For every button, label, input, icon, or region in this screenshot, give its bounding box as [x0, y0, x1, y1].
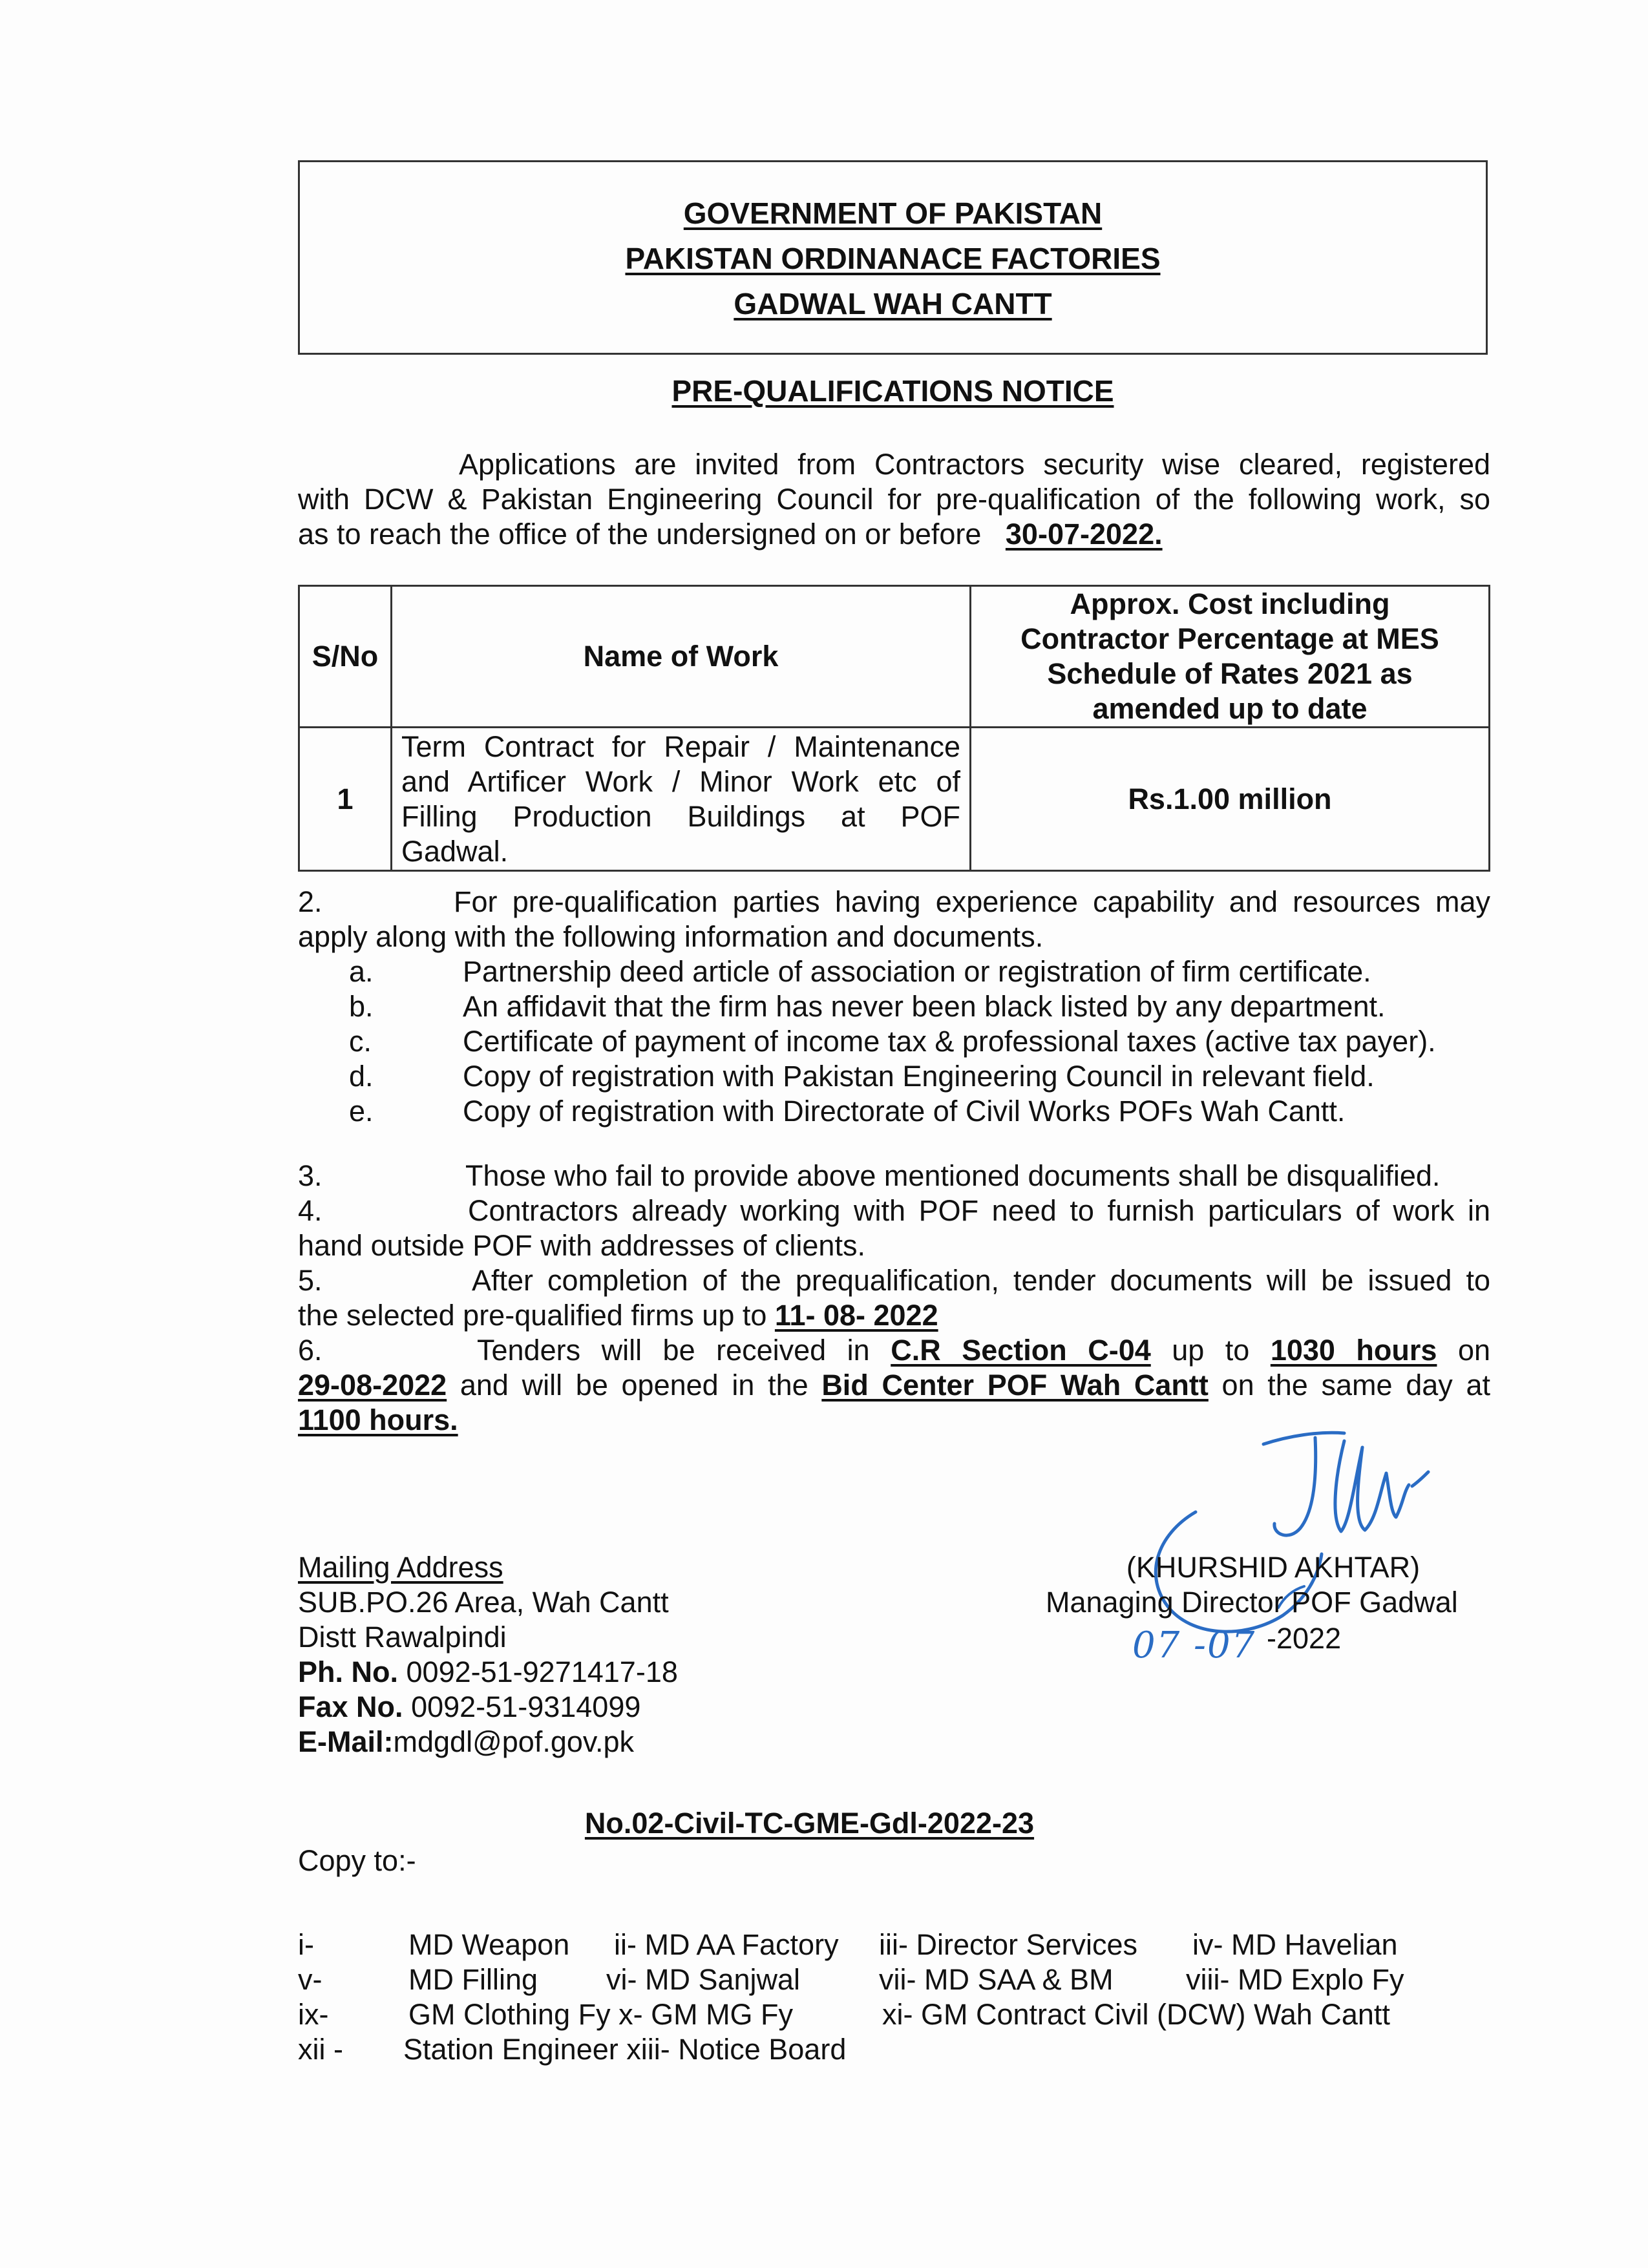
header-name-of-work: Name of Work — [392, 586, 971, 728]
copy-to-row-number: v- — [298, 1963, 322, 1996]
para-5-line-1: After completion of the prequalification, tender documents will be issued to — [472, 1264, 1490, 1297]
intro-line-3-text: as to reach the office of the undersigned on or before — [298, 518, 982, 551]
para-6-number: 6. — [298, 1334, 322, 1367]
para-6-text-c: on — [1457, 1334, 1490, 1367]
para-6-text-d: and will be opened in the — [460, 1369, 808, 1402]
copy-to-entry: MD Filling — [408, 1963, 538, 1996]
fax-number: 0092-51-9314099 — [411, 1690, 641, 1723]
para-2-line-1: For pre-qualification parties having experience capability and resources may — [454, 885, 1490, 918]
copy-to-row-number: xii - — [298, 2033, 343, 2066]
reference-number: No.02-Civil-TC-GME-Gdl-2022-23 — [584, 1807, 1035, 1840]
email-line — [298, 1725, 634, 1759]
copy-to-entry: vi- MD Sanjwal — [606, 1963, 801, 1996]
header-box — [298, 160, 1488, 355]
deadline-date: 30-07-2022. — [1005, 518, 1163, 551]
copy-to-entry: MD Weapon — [408, 1928, 570, 1961]
para-6-line-1 — [477, 1333, 1490, 1368]
row-name-of-work: Term Contract for Repair / Maintenance and Artificer Work / Minor Work etc of Filling Production Buildings at POF Gadwal. — [392, 728, 971, 871]
mailing-address-line-2: Distt Rawalpindi — [298, 1621, 507, 1654]
email-label: E-Mail: — [298, 1725, 394, 1758]
table-header-row — [299, 586, 1490, 728]
copy-to-entry: iii- Director Services — [879, 1928, 1138, 1961]
para-6-line-2 — [298, 1368, 1490, 1403]
notice-title: PRE-QUALIFICATIONS NOTICE — [671, 374, 1114, 408]
copy-to-entry: ii- MD AA Factory — [614, 1928, 839, 1961]
doc-item-text: Partnership deed article of association or registration of firm certificate. — [463, 955, 1371, 988]
tender-date: 29-08-2022 — [298, 1369, 447, 1402]
copy-to-row-number: ix- — [298, 1998, 329, 2031]
doc-item-letter: b. — [349, 990, 374, 1023]
doc-item-letter: e. — [349, 1095, 374, 1128]
document-issue-date: 11- 08- 2022 — [774, 1299, 938, 1332]
tender-receipt-section: C.R Section C-04 — [891, 1334, 1151, 1367]
para-4-line-2: hand outside POF with addresses of clients. — [298, 1229, 865, 1262]
intro-line-2: with DCW & Pakistan Engineering Council for pre-qualification of the following work, so — [298, 483, 1490, 516]
doc-item-text: Copy of registration with Directorate of Civil Works POFs Wah Cantt. — [463, 1095, 1346, 1128]
copy-to-entry: vii- MD SAA & BM — [879, 1963, 1114, 1996]
tender-receipt-time: 1030 hours — [1270, 1334, 1437, 1367]
doc-item-text: An affidavit that the firm has never been black listed by any department. — [463, 990, 1386, 1023]
works-table — [298, 585, 1490, 872]
doc-item-text: Certificate of payment of income tax & professional taxes (active tax payer). — [463, 1025, 1436, 1058]
para-4-line-1: Contractors already working with POF need to furnish particulars of work in — [468, 1194, 1490, 1227]
signatory-name: (KHURSHID AKHTAR) — [1126, 1551, 1421, 1584]
phone-label: Ph. No. — [298, 1655, 398, 1688]
row-sno: 1 — [299, 728, 392, 871]
signature-date-year: -2022 — [1267, 1622, 1342, 1655]
row-cost: Rs.1.00 million — [971, 728, 1490, 871]
phone-number: 0092-51-9271417-18 — [406, 1655, 678, 1688]
para-5-number: 5. — [298, 1264, 322, 1297]
para-3-text: Those who fail to provide above mentioned documents shall be disqualified. — [465, 1159, 1441, 1192]
doc-item-letter: c. — [349, 1025, 372, 1058]
copy-to-entry: xi- GM Contract Civil (DCW) Wah Cantt — [882, 1998, 1390, 2031]
para-6-text-b: up to — [1172, 1334, 1250, 1367]
table-row — [299, 728, 1490, 871]
signatory-designation: Managing Director POF Gadwal — [1046, 1586, 1458, 1619]
intro-line-3 — [298, 517, 1163, 552]
para-6-text-e: on the same day at — [1221, 1369, 1490, 1402]
copy-to-label: Copy to:- — [298, 1844, 416, 1877]
doc-item-letter: a. — [349, 955, 374, 988]
header-sno: S/No — [299, 586, 392, 728]
bid-center: Bid Center POF Wah Cantt — [821, 1369, 1209, 1402]
email-address: mdgdl@pof.gov.pk — [393, 1725, 635, 1758]
fax-line — [298, 1690, 640, 1725]
header-government: GOVERNMENT OF PAKISTAN — [683, 196, 1103, 230]
phone-line — [298, 1655, 678, 1690]
copy-to-entry: iv- MD Havelian — [1192, 1928, 1398, 1961]
copy-to-entry: GM Clothing Fy x- GM MG Fy — [408, 1998, 794, 2031]
header-location: GADWAL WAH CANTT — [734, 287, 1052, 320]
header-approx-cost: Approx. Cost including Contractor Percentage at MES Schedule of Rates 2021 as amended up to date — [971, 586, 1490, 728]
copy-to-entry: Station Engineer xiii- Notice Board — [403, 2033, 847, 2066]
para-5-line-2 — [298, 1298, 938, 1333]
para-2-number: 2. — [298, 885, 322, 918]
para-5-line-2-text: the selected pre-qualified firms up to — [298, 1299, 767, 1332]
mailing-address-title: Mailing Address — [298, 1551, 503, 1584]
copy-to-row-number: i- — [298, 1928, 314, 1961]
header-factories: PAKISTAN ORDINANACE FACTORIES — [625, 242, 1161, 275]
tender-opening-time: 1100 hours. — [298, 1403, 458, 1436]
para-2-line-2: apply along with the following information and documents. — [298, 920, 1044, 953]
mailing-address-line-1: SUB.PO.26 Area, Wah Cantt — [298, 1586, 669, 1619]
intro-line-1: Applications are invited from Contractors security wise cleared, registered — [459, 448, 1490, 481]
para-6-text-a: Tenders will be received in — [477, 1334, 870, 1367]
doc-item-letter: d. — [349, 1060, 374, 1093]
para-3-number: 3. — [298, 1159, 322, 1192]
fax-label: Fax No. — [298, 1690, 403, 1723]
para-4-number: 4. — [298, 1194, 322, 1227]
doc-item-text: Copy of registration with Pakistan Engineering Council in relevant field. — [463, 1060, 1375, 1093]
signature-date-handwritten: 07 -07 — [1132, 1624, 1256, 1666]
copy-to-entry: viii- MD Explo Fy — [1186, 1963, 1404, 1996]
